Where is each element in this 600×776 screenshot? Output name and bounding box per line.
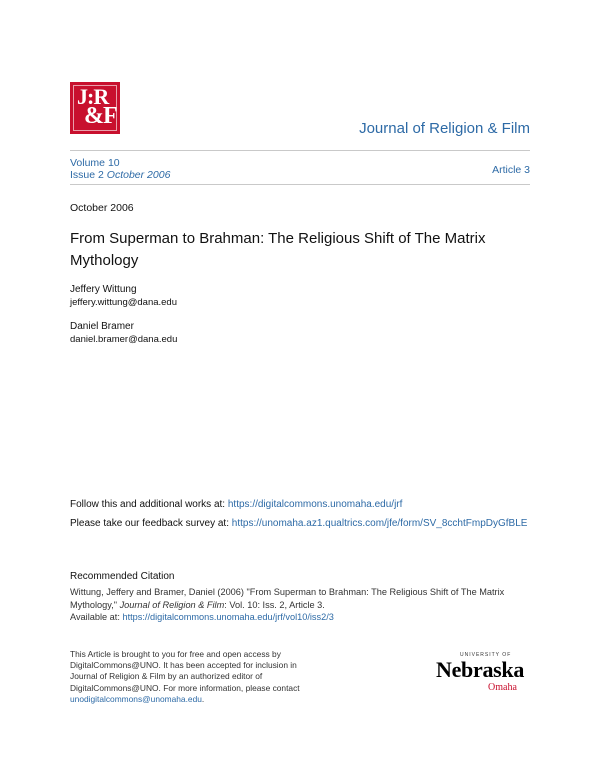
feedback-prefix: Please take our feedback survey at: (70, 518, 232, 529)
follow-line (70, 499, 402, 510)
middle-divider (70, 184, 530, 185)
author-block (70, 320, 177, 346)
author-block (70, 283, 177, 309)
article-number-link[interactable]: Article 3 (492, 164, 530, 176)
notice-end: . (201, 693, 205, 704)
notice-text: This Article is brought to you for free and open access by DigitalCommons@UNO. It has been accepted for inclusion in Journal of Religion & Film by an authorized editor of DigitalCommons@UNO. For more information, please contact (70, 649, 300, 693)
journal-title[interactable]: Journal of Religion & Film (359, 120, 530, 137)
follow-link[interactable]: https://digitalcommons.unomaha.edu/jrf (227, 499, 403, 510)
author-name: Jeffery Wittung (70, 284, 137, 295)
access-notice (70, 649, 310, 705)
author-email[interactable]: jeffery.wittung@dana.edu (70, 297, 178, 308)
article-title: From Superman to Brahman: The Religious Shift of The Matrix Mythology (70, 230, 486, 269)
issue-number: Issue 2 (70, 169, 104, 181)
publication-date: October 2006 (70, 202, 134, 214)
university-logo-main-text: Nebraska (436, 657, 525, 682)
volume-issue-block (70, 157, 170, 181)
citation-text-before: Wittung, Jeffery and Bramer, Daniel (2006) "From Superman to Brahman: The Religious Shift of The Matrix Mythology," (70, 587, 505, 610)
citation-text-after: : Vol. 10: Iss. 2, Article 3. (224, 599, 325, 610)
available-link[interactable]: https://digitalcommons.unomaha.edu/jrf/vol10/iss2/3 (122, 612, 334, 622)
available-prefix: Available at: (70, 612, 123, 622)
university-logo-sub-text: Omaha (488, 682, 517, 693)
university-logo-small-text: UNIVERSITY OF (460, 652, 512, 658)
issue-link[interactable] (70, 169, 170, 181)
feedback-line (70, 515, 530, 533)
feedback-link[interactable]: https://unomaha.az1.qualtrics.com/jfe/form/SV_8cchtFmpDyGfBLE (231, 518, 528, 529)
journal-logo (70, 82, 120, 134)
contact-email-link[interactable]: unodigitalcommons@unomaha.edu (70, 693, 202, 704)
follow-prefix: Follow this and additional works at: (70, 499, 228, 510)
recommended-citation-heading: Recommended Citation (70, 571, 175, 582)
logo-text-line1: J:R (77, 84, 109, 109)
top-divider (70, 150, 530, 151)
citation-journal: Journal of Religion & Film (119, 599, 225, 610)
author-email[interactable]: daniel.bramer@dana.edu (70, 334, 178, 345)
author-name: Daniel Bramer (70, 321, 134, 332)
volume-link[interactable]: Volume 10 (70, 157, 120, 169)
university-logo (432, 652, 532, 698)
issue-date: October 2006 (106, 169, 171, 181)
logo-text-line2: &F (84, 103, 117, 129)
recommended-citation-text (70, 586, 535, 624)
